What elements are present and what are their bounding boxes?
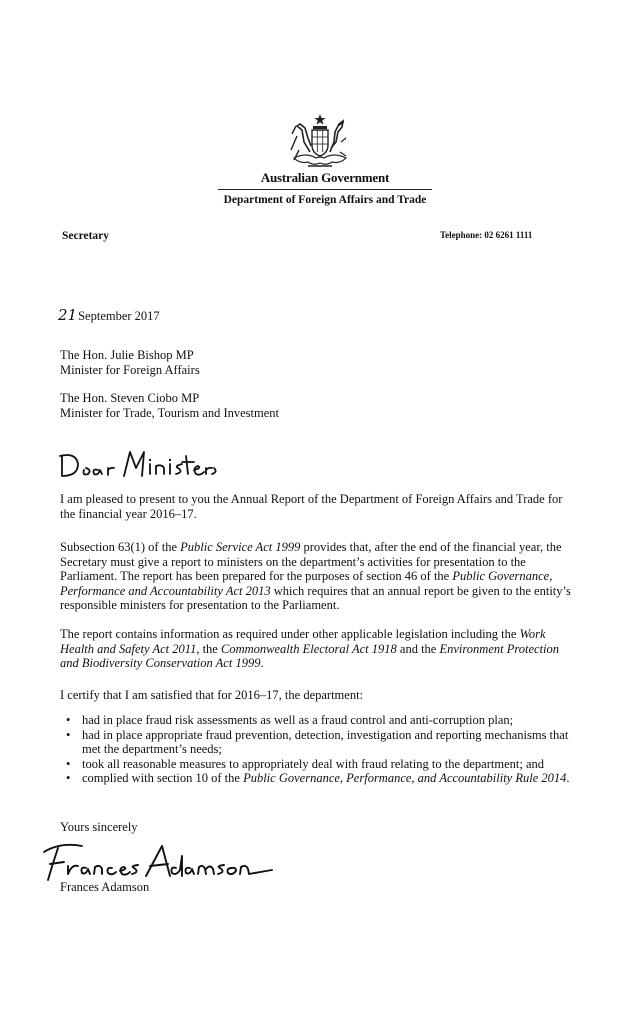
telephone-number: Telephone: 02 6261 1111 [440, 230, 533, 240]
list-item: • had in place appropriate fraud prevention, detection, investigation and reporting mechanisms that met the department’s needs; [60, 728, 580, 757]
header-divider [218, 189, 432, 190]
recipient-title: Minister for Trade, Tourism and Investment [60, 406, 280, 420]
government-name: Australian Government [260, 170, 390, 185]
recipient-name: The Hon. Steven Ciobo MP [60, 391, 200, 405]
text-run: which requires that an annual report be given to the entity’s responsible ministers for presentation to the Parliament. [60, 583, 571, 612]
recipient-block [60, 348, 200, 378]
coat-of-arms-icon [286, 112, 354, 170]
text-run: complied with section 10 of the [82, 771, 244, 785]
act-title: Public Governance, Performance, and Accountability Rule 2014 [243, 771, 567, 785]
text-run: and the [396, 641, 440, 656]
text-run: provides that, after the end of the financial year, the Secretary must give a report to ministers on the department’s activities for presentation to the Parliament. The report has been prepared for the purposes of section 46 of the [60, 540, 562, 583]
text-run: , the [196, 641, 221, 656]
list-item: • had in place fraud risk assessments as well as a fraud control and anti-corruption plan; [60, 713, 580, 728]
date-month-year: September 2017 [78, 309, 160, 323]
certification-list [60, 713, 580, 786]
recipient-title: Minister for Foreign Affairs [60, 363, 200, 377]
signer-name: Frances Adamson [60, 880, 150, 894]
date-day-handwritten: 21 [58, 306, 78, 324]
paragraph-legislative-basis [60, 540, 580, 613]
text-run: . [260, 656, 264, 670]
recipient-block [60, 391, 279, 421]
paragraph-intro: I am pleased to present to you the Annual Report of the Department of Foreign Affairs and Trade for the financial year 2016–17. [60, 492, 563, 521]
act-title: Public Governance, Performance and Accountability Act 2013 [60, 569, 553, 598]
list-item: • took all reasonable measures to appropriately deal with fraud relating to the department; and [60, 757, 580, 772]
sender-position: Secretary [62, 230, 110, 242]
paragraph-other-legislation [60, 627, 580, 671]
act-title: Work Health and Safety Act 2011 [60, 627, 546, 656]
letter-date [58, 306, 160, 324]
list-item [60, 771, 580, 786]
text-run: The report contains information as required under other applicable legislation including the [60, 627, 520, 641]
text-run: . [566, 771, 570, 785]
act-title: Environment Protection and Biodiversity Conservation Act 1999 [60, 641, 560, 670]
paragraph-certification: I certify that I am satisfied that for 2016–17, the department: [60, 688, 364, 702]
recipient-name: The Hon. Julie Bishop MP [60, 348, 194, 362]
closing-phrase: Yours sincerely [60, 820, 138, 834]
text-run: Subsection 63(1) of the [60, 540, 181, 554]
act-title: Commonwealth Electoral Act 1918 [220, 641, 397, 656]
department-name: Department of Foreign Affairs and Trade [223, 194, 427, 206]
act-title: Public Service Act 1999 [180, 540, 301, 554]
handwritten-salutation [58, 446, 218, 480]
